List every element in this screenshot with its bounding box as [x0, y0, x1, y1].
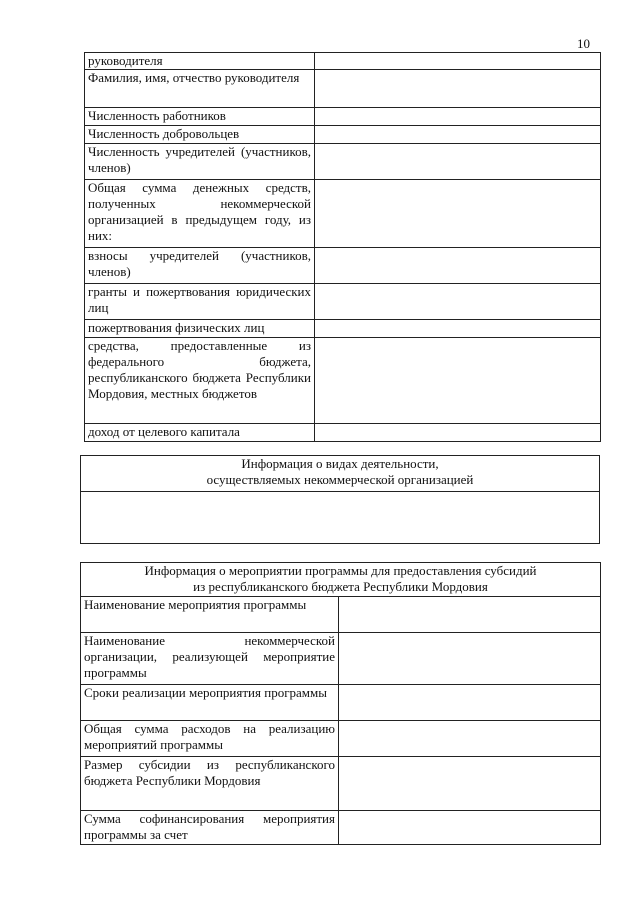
program-event-table	[80, 562, 601, 845]
activities-header	[81, 456, 600, 492]
program-event-header	[81, 563, 601, 597]
row-label: взносы учредителей (участников, членов)	[85, 248, 315, 284]
table-row	[81, 597, 601, 633]
program-event-header-line2: из республиканского бюджета Республики Мордовия	[193, 579, 488, 594]
row-value[interactable]	[339, 597, 601, 633]
table-row	[85, 424, 601, 442]
activities-header-line1: Информация о видах деятельности,	[241, 456, 439, 471]
row-value[interactable]	[339, 811, 601, 845]
row-label: гранты и пожертвования юридических лиц	[85, 284, 315, 320]
row-label: Фамилия, имя, отчество руководителя	[85, 70, 315, 108]
row-label: средства, предоставленные из федерального бюджета, республиканского бюджета Республики Мордовия, местных бюджетов	[85, 338, 315, 424]
table-row	[81, 721, 601, 757]
table-row	[85, 284, 601, 320]
table-row	[81, 757, 601, 811]
activities-header-line2: осуществляемых некоммерческой организацией	[206, 472, 474, 487]
row-value[interactable]	[315, 53, 601, 70]
organization-info-table	[84, 52, 601, 442]
row-value[interactable]	[339, 685, 601, 721]
row-label: Размер субсидии из республиканского бюджета Республики Мордовия	[81, 757, 339, 811]
row-value[interactable]	[339, 757, 601, 811]
table-header-row	[81, 563, 601, 597]
row-value[interactable]	[315, 320, 601, 338]
row-value[interactable]	[315, 70, 601, 108]
table-row	[81, 685, 601, 721]
row-value[interactable]	[339, 633, 601, 685]
table-row	[85, 70, 601, 108]
table-row	[85, 108, 601, 126]
row-label: Сроки реализации мероприятия программы	[81, 685, 339, 721]
table-row	[85, 144, 601, 180]
row-label: Численность добровольцев	[85, 126, 315, 144]
row-label: Численность работников	[85, 108, 315, 126]
table-header-row	[81, 456, 600, 492]
table-row	[85, 180, 601, 248]
row-label: руководителя	[85, 53, 315, 70]
table-row	[85, 320, 601, 338]
row-label: Общая сумма расходов на реализацию мероприятий программы	[81, 721, 339, 757]
row-label: пожертвования физических лиц	[85, 320, 315, 338]
program-event-header-line1: Информация о мероприятии программы для предоставления субсидий	[144, 563, 537, 578]
table-row	[85, 248, 601, 284]
row-value[interactable]	[315, 424, 601, 442]
activities-body[interactable]	[81, 492, 600, 544]
table-row	[81, 811, 601, 845]
page-number: 10	[577, 36, 590, 51]
row-label: Численность учредителей (участников, членов)	[85, 144, 315, 180]
row-value[interactable]	[315, 248, 601, 284]
row-value[interactable]	[315, 338, 601, 424]
row-label: Наименование мероприятия программы	[81, 597, 339, 633]
row-value[interactable]	[315, 126, 601, 144]
activities-table	[80, 455, 600, 544]
table-row	[85, 338, 601, 424]
table-row	[85, 53, 601, 70]
row-value[interactable]	[339, 721, 601, 757]
row-value[interactable]	[315, 180, 601, 248]
row-value[interactable]	[315, 284, 601, 320]
row-value[interactable]	[315, 144, 601, 180]
row-label: доход от целевого капитала	[85, 424, 315, 442]
row-label: Наименование некоммерческой организации, реализующей мероприятие программы	[81, 633, 339, 685]
row-value[interactable]	[315, 108, 601, 126]
table-row	[81, 492, 600, 544]
row-label: Сумма софинансирования мероприятия программы за счет	[81, 811, 339, 845]
table-row	[81, 633, 601, 685]
table-row	[85, 126, 601, 144]
row-label: Общая сумма денежных средств, полученных некоммерческой организацией в предыдущем году, из них:	[85, 180, 315, 248]
